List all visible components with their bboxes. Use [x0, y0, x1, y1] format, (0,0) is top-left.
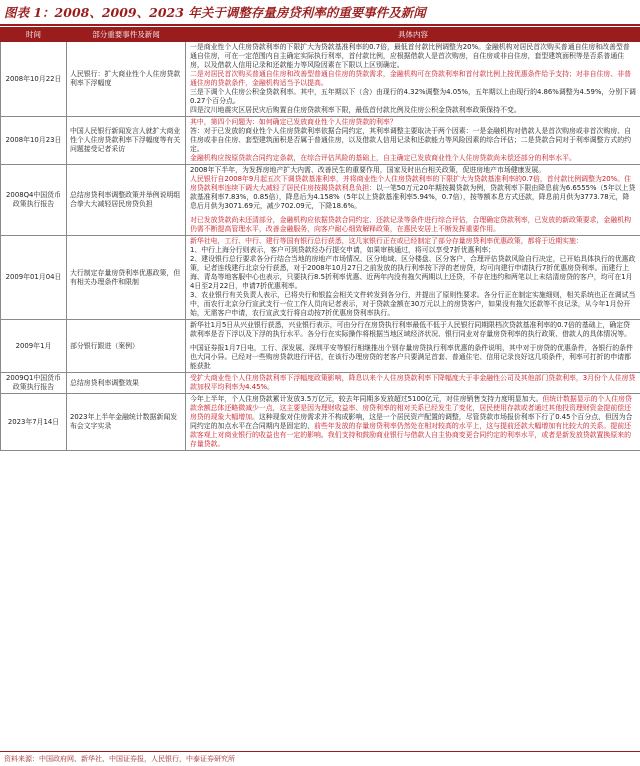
content-text: 四是汶川地震灾区居民灾后购置自住房贷款利率下限，最低首付款比例及住房公积金贷款利率政策保持不变。 [190, 106, 521, 114]
row-time: 2009年01月04日 [1, 236, 67, 320]
content-text: 这种现象对住房需求并不构成影响，这是一个居民资产配置的调整，尽管贷款市场报价利率下行了0.45个百分点，但因为合同约定的加点水平在合同期内是固定的， [190, 413, 633, 430]
row-event: 部分银行跟进（案例） [67, 320, 186, 373]
table-row [1, 117, 640, 165]
content-text: 金融机构应按原贷款合同约定条款，在综合评估风险的基础上，自主确定已发放商业性个人住房贷款尚未偿还部分的利率水平。 [190, 154, 576, 162]
content-paragraph [190, 246, 636, 255]
content-paragraph [190, 374, 636, 392]
table-header-row [1, 28, 640, 42]
source-divider [0, 751, 640, 752]
content-text: 中国证券报1月7日电，工行、深发展、深圳平安等银行相继推出个别存量房贷执行利率优惠的条件说明，其中对于房贷的优惠条件，各银行的条件也大同小异。已经对一些购房贷款进行评估，在该行办理房贷的老客户只要满足首套、普通住宅、信用记录良好这几项条件，利率可打折的申请都能获批 [190, 344, 633, 370]
row-time: 2008年10月22日 [1, 42, 67, 117]
content-paragraph [190, 291, 636, 318]
content-paragraph [190, 106, 636, 115]
content-paragraph [190, 321, 636, 339]
content-text: 人民银行自2008年9月起五次下调贷款基准利率，并将商业性个人住房贷款利率的下限扩大为贷款基准利率的0.7倍，首付款比例调整为20%。住房贷款利率连续下调大大减轻了居民住房按揭贷款利息负担： [190, 175, 631, 192]
row-event: 中国人民银行新闻发言人就扩大商业性个人住房贷款利率下浮幅度等有关问题接受记者采访 [67, 117, 186, 165]
row-time: 2009Q1中国货币政策执行报告 [1, 373, 67, 394]
header-event: 部分重要事件及新闻 [67, 28, 186, 42]
row-content [186, 373, 640, 394]
table-body [1, 42, 640, 451]
table-row [1, 373, 640, 394]
content-paragraph [190, 88, 636, 106]
row-content [186, 394, 640, 451]
row-event: 总结房贷利率调整效果 [67, 373, 186, 394]
source-note: 资料来源：中国政府网、新华社、中国证券报，人民银行，中泰证券研究所 [4, 755, 235, 763]
content-text: 一是商业性个人住房贷款利率的下限扩大为贷款基准利率的0.7倍，最低首付款比例调整为20%。金融机构对居民首次购买普通自住房和改善型普通自住房，可在一定范围内自主确定实际执行利率，首付款比例，应根据借款人是首次购房，自住房或非自住房，套型建筑面积等是否系普通住房，以及借款人信用记录和还款能力等风险因素在下限以上区别确定。 [190, 43, 630, 69]
table-row [1, 394, 640, 451]
content-text: 新华社1月5日从兴业银行获悉，兴业银行表示，可由分行在房贷执行利率最低不低于人民银行同期限档次贷款基准利率的0.7倍的基础上，确定贷款利率是否下浮以及下浮的执行水平。各分行在实际操作将根据当地区域经济状况、银行同业对存量房贷利率的执行政策、借款人的具体情况等。 [190, 321, 631, 338]
row-time: 2009年1月 [1, 320, 67, 373]
content-paragraph [190, 344, 636, 371]
content-paragraph [190, 216, 636, 234]
content-text: 新华社电，工行、中行、建行等国有银行总行获悉，这几家银行正在或已经制定了部分存量房贷利率优惠政策，都将于近期实施： [190, 237, 583, 245]
table-row [1, 42, 640, 117]
content-text: 2、建设银行总行要求各分行结合当地的房地产市场情况、区分地域、区分楼盘、区分客户，合理评估贷款风险自行决定，已开始具体执行的优惠政策，记者连线建行北京分行获悉，对于2008年10月27日之前发放的执行利率按下浮的老房贷，均可向建行申请执行7折优惠房贷利率。而建行上海、青岛等地客服中心也表示，只要执行8.5折利率优惠、近两年内没有拖欠两期以上还贷，不存在违约和两笔以上未结清房贷的客户，均可在1月4日至2月22日，申请7折优惠利率。 [190, 255, 636, 290]
row-content [186, 165, 640, 236]
row-time: 2008年10月23日 [1, 117, 67, 165]
content-text: 2008年下半年，为发挥房地产扩大内需、改善民生的重要作用，国家及时出台相关政策，促进房地产市场健康发展。 [190, 166, 546, 174]
content-paragraph [190, 127, 636, 154]
content-text: 二是对居民首次购买普通自住房和改善型普通自住房的贷款需求，金融机构可在贷款利率和首付款比例上按优惠条件给予支持；对非自住房、非普通住房的贷款条件，金融机构适当予以提高。 [190, 70, 631, 87]
content-text: 1、中行上海分行则表示，客户可到贷款经办行提交申请，如果审核通过，将可以享受7折优惠利率； [190, 246, 496, 254]
table-row [1, 236, 640, 320]
content-text: 答：对于已发放的商业性个人住房贷款利率依据合同约定，其利率调整主要取决于两个因素：一是金融机构对借款人是首次购房或非首次购房、自住房或非自住房、套型建筑面积是否属于普通住房，以及借款人信用记录和还款能力等风险因素的综合评估；二是贷款合同对于利率调整方式的约定。 [190, 127, 631, 153]
row-time: 2008Q4中国货币政策执行报告 [1, 165, 67, 236]
content-paragraph [190, 118, 636, 127]
content-paragraph [190, 237, 636, 246]
header-time: 时间 [1, 28, 67, 42]
content-text: 三是下调个人住房公积金贷款利率。其中，五年期以下（含）由现行的4.32%调整为4.05%，五年期以上由现行的4.86%调整为4.59%，分别下调0.27个百分点。 [190, 88, 636, 105]
row-event: 大行制定存量房贷利率优惠政策，但有相关办理条件和限制 [67, 236, 186, 320]
content-paragraph [190, 175, 636, 211]
content-text: 受扩大商业性个人住房贷款利率下浮幅度政策影响，降息以来个人住房贷款利率下降幅度大于非金融性公司及其他部门贷款利率，3月份个人住房贷款加权平均利率为4.45%。 [190, 374, 636, 391]
content-text: 3、农业银行有关负责人表示，已将央行和银监会相关文件转发到各分行，并提出了原则性要求。各分行正在制定实施细则，相关系统也正在调试当中，而农行北京分行宣武支行一位工作人员向记者表示，对于贷款金额在30万元以上的房贷客户，如果没有拖欠还款等不良记录，从今年1月份开始，无需客户申请，农行宣武支行将自动按7折优惠房贷利率执行。 [190, 291, 636, 317]
table-row [1, 165, 640, 236]
row-content [186, 236, 640, 320]
content-paragraph [190, 154, 636, 163]
row-content [186, 320, 640, 373]
row-content [186, 117, 640, 165]
row-event: 总结房贷利率调整政策并举例说明组合拳大大减轻居民房贷负担 [67, 165, 186, 236]
content-text: 以一笔50万元20年期按揭贷款为例，贷款利率下限由降息前为6.6555%（5年以上贷款基准利率7.83%，0.85倍），降息后为4.158%（5年以上贷款基准利率5.94%，0.7倍），按等额本息方式还款，降息前月供为3773.78元，降息后月供为3071.69元，减少702.09元，下降18.6%。 [190, 184, 636, 210]
content-text: 今年上半年，个人住房贷款累计发放3.5万亿元，较去年同期多发放超过5100亿元，对住房销售支持力度明显加大。 [190, 395, 543, 403]
row-content [186, 42, 640, 117]
content-paragraph [190, 43, 636, 70]
row-event: 人民银行：扩大商业性个人住房贷款利率下浮幅度 [67, 42, 186, 117]
figure-title: 图表 1：2008、2009、2023 年关于调整存量房贷利率的重要事件及新闻 [4, 5, 426, 20]
content-text: 对已发放贷款尚未还清部分，金融机构应依据贷款合同约定、还款记录等条件进行综合评估，合理确定贷款利率，已发放的新政策要求，金融机构仍需不断提高管理水平，改善金融服务，向客户耐心细致解释政策，在惠民安居上不断发挥重要作用。 [190, 216, 631, 233]
table-row [1, 320, 640, 373]
content-paragraph [190, 395, 636, 449]
content-paragraph [190, 70, 636, 88]
content-text: 其中，第四个问题为：如何确定已发放商业性个人住房贷款的利率？ [190, 118, 397, 126]
content-paragraph [190, 166, 636, 175]
events-table [0, 27, 640, 451]
header-content: 具体内容 [186, 28, 640, 42]
title-divider [0, 24, 640, 26]
content-text: 但统计数据显示的个人住房贷款余额总体还略微减少一点，这主要是因为理财收益率、房贷利率的相对关系已经发生了变化，居民使用存款或者通过其他投资理财资金提前偿还房贷的现象大幅增加。 [190, 395, 632, 421]
content-text: 前些年发放的存量房贷利率仍然处在相对较高的水平上，这与提前还款大幅增加有比较大的关系。提前还款客观上对商业银行的收益也有一定的影响。我们支持和鼓励商业银行与借款人自主协商变更合同约定的利率水平，或者是新发放贷款置换原来的存量贷款。 [190, 422, 631, 448]
row-event: 2023年上半年金融统计数据新闻发布会文字实录 [67, 394, 186, 451]
row-time: 2023年7月14日 [1, 394, 67, 451]
content-paragraph [190, 255, 636, 291]
